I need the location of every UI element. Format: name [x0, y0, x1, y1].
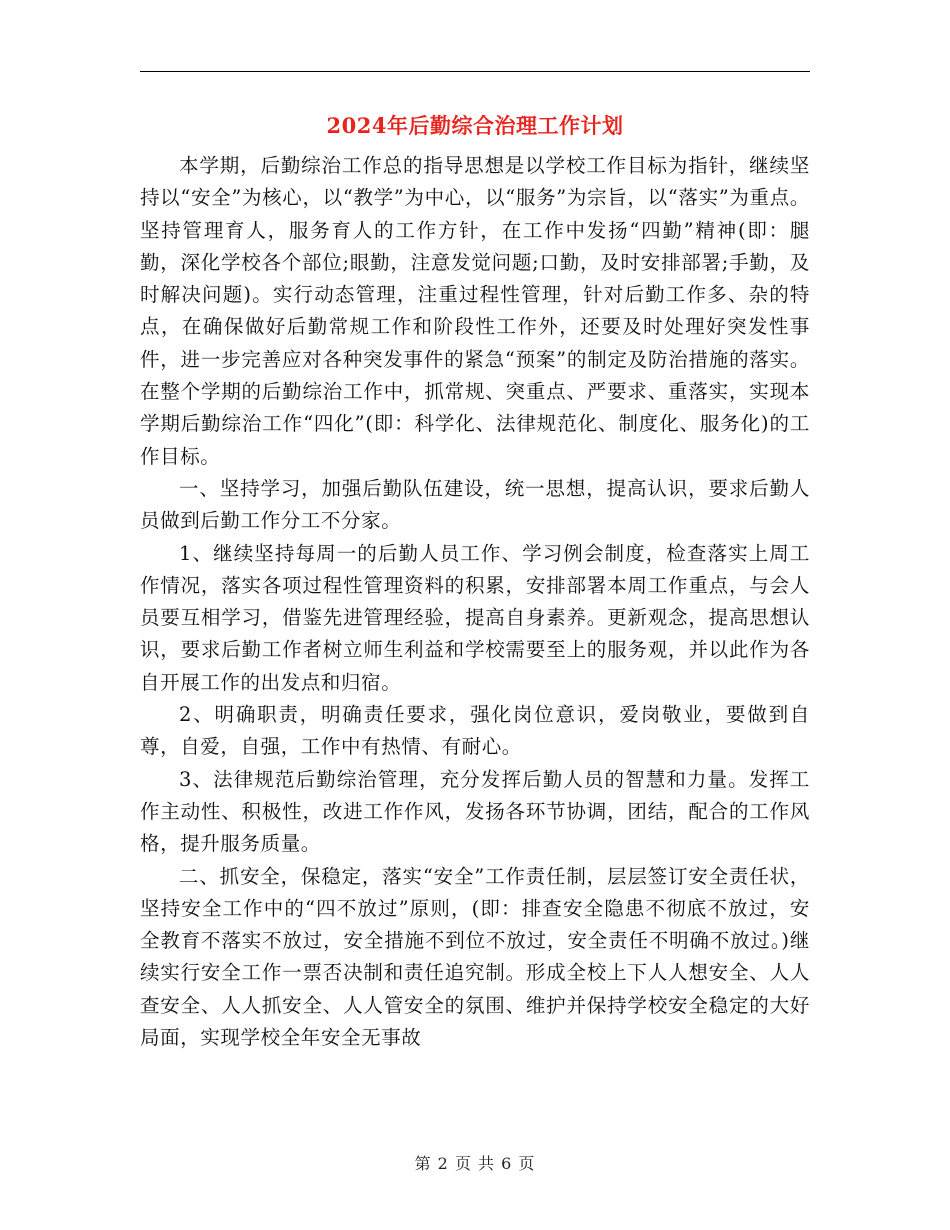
document-title: 2024年后勤综合治理工作计划 [326, 113, 624, 138]
page-number-footer: 第 2 页 共 6 页 [414, 1154, 536, 1173]
document-body [140, 150, 810, 1054]
paragraph-section-2: 二、抓安全，保稳定，落实“安全”工作责任制，层层签订安全责任状，坚持安全工作中的“四不放过”原则，(即：排查安全隐患不彻底不放过，安全教育不落实不放过，安全措施不到位不放过，安全责任不明确不放过。)继续实行安全工作一票否决制和责任追究制。形成全校上下人人想安全、人人查安全、人人抓安全、人人管安全的氛围、维护并保持学校安全稳定的大好局面，实现学校全年安全无事故 [140, 864, 810, 1050]
paragraph-intro: 本学期，后勤综治工作总的指导思想是以学校工作目标为指针，继续坚持以“安全”为核心，以“教学”为中心，以“服务”为宗旨，以“落实”为重点。坚持管理育人，服务育人的工作方针，在工作中发扬“四勤”精神(即：腿勤，深化学校各个部位;眼勤，注意发觉问题;口勤，及时安排部署;手勤，及时解决问题)。实行动态管理，注重过程性管理，针对后勤工作多、杂的特点，在确保做好后勤常规工作和阶段性工作外，还要及时处理好突发性事件，进一步完善应对各种突发事件的紧急“预案”的制定及防治措施的落实。在整个学期的后勤综治工作中，抓常规、突重点、严要求、重落实，实现本学期后勤综治工作“四化”(即：科学化、法律规范化、制度化、服务化)的工作目标。 [140, 154, 810, 468]
paragraph-section-1: 一、坚持学习，加强后勤队伍建设，统一思想，提高认识，要求后勤人员做到后勤工作分工不分家。 [140, 476, 810, 533]
header-rule [140, 71, 810, 72]
paragraph-item-1: 1、继续坚持每周一的后勤人员工作、学习例会制度，检查落实上周工作情况，落实各项过程性管理资料的积累，安排部署本周工作重点，与会人员要互相学习，借鉴先进管理经验，提高自身素养。更新观念，提高思想认识，要求后勤工作者树立师生利益和学校需要至上的服务观，并以此作为各自开展工作的出发点和归宿。 [140, 541, 810, 694]
paragraph-item-2: 2、明确职责，明确责任要求，强化岗位意识，爱岗敬业，要做到自尊，自爱，自强，工作中有热情、有耐心。 [140, 703, 810, 759]
paragraph-item-3: 3、法律规范后勤综治管理，充分发挥后勤人员的智慧和力量。发挥工作主动性、积极性，改进工作作风，发扬各环节协调，团结，配合的工作风格，提升服务质量。 [140, 767, 810, 856]
